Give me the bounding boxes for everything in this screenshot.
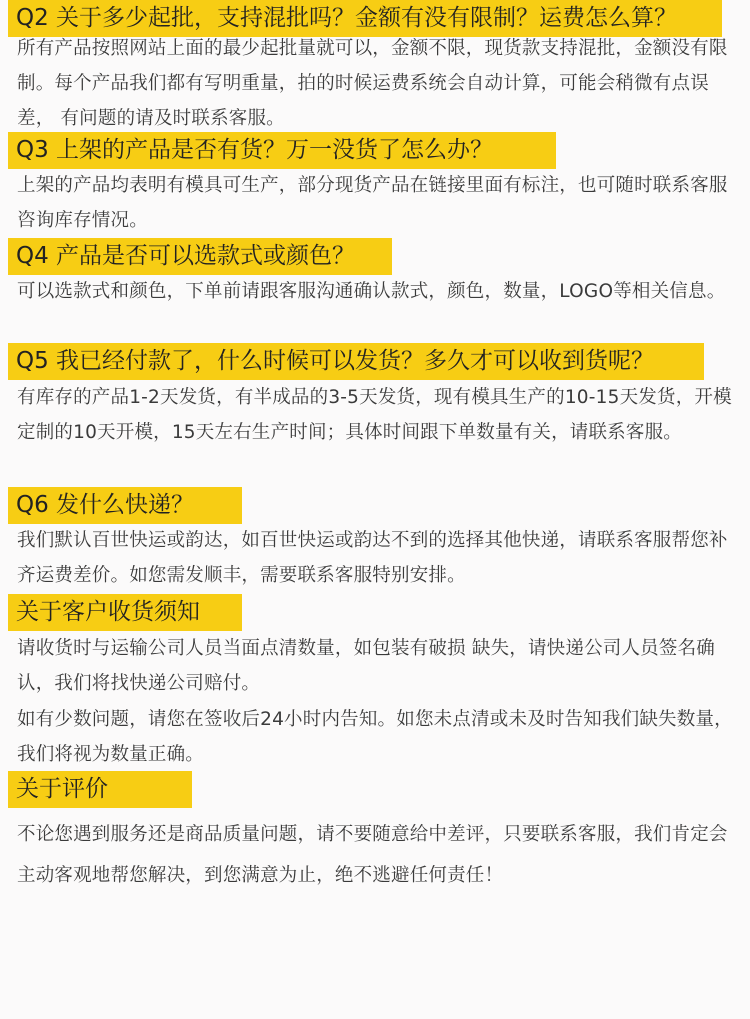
section-paragraph: 上架的产品均表明有模具可生产，部分现货产品在链接里面有标注，也可随时联系客服咨询库存情况。 — [17, 175, 728, 231]
section-paragraph: 请收货时与运输公司人员当面点清数量，如包装有破损 缺失，请快递公司人员签名确认，我们将找快递公司赔付。 — [17, 638, 715, 694]
section-heading: Q3 上架的产品是否有货？万一没货了怎么办？ — [8, 132, 556, 169]
section-heading: 关于客户收货须知 — [8, 594, 242, 631]
section-heading: Q4 产品是否可以选款式或颜色？ — [8, 238, 392, 275]
section-heading: Q6 发什么快递？ — [8, 487, 242, 524]
section-paragraph: 不论您遇到服务还是商品质量问题，请不要随意给中差评，只要联系客服，我们肯定会主动客观地帮您解决，到您满意为止，绝不逃避任何责任！ — [17, 824, 728, 886]
section-heading: 关于评价 — [8, 771, 192, 808]
section-paragraph: 可以选款式和颜色，下单前请跟客服沟通确认款式，颜色，数量，LOGO等相关信息。 — [17, 281, 726, 302]
section-paragraph: 有库存的产品1-2天发货，有半成品的3-5天发货，现有模具生产的10-15天发货，开模定制的10天开模，15天左右生产时间；具体时间跟下单数量有关，请联系客服。 — [17, 387, 732, 443]
section-paragraph: 我们默认百世快运或韵达，如百世快运或韵达不到的选择其他快递，请联系客服帮您补齐运费差价。如您需发顺丰，需要联系客服特别安排。 — [17, 530, 728, 586]
section-paragraph: 如有少数问题，请您在签收后24小时内告知。如您未点清或未及时告知我们缺失数量，我们将视为数量正确。 — [17, 709, 733, 765]
section-heading: Q5 我已经付款了，什么时候可以发货？多久才可以收到货呢？ — [8, 343, 704, 380]
section-heading: Q2 关于多少起批，支持混批吗？金额有没有限制？运费怎么算？ — [8, 0, 722, 37]
section-paragraph: 所有产品按照网站上面的最少起批量就可以，金额不限，现货款支持混批，金额没有限制。每个产品我们都有写明重量，拍的时候运费系统会自动计算，可能会稍微有点误差， 有问题的请及时联系客服。 — [17, 38, 728, 129]
